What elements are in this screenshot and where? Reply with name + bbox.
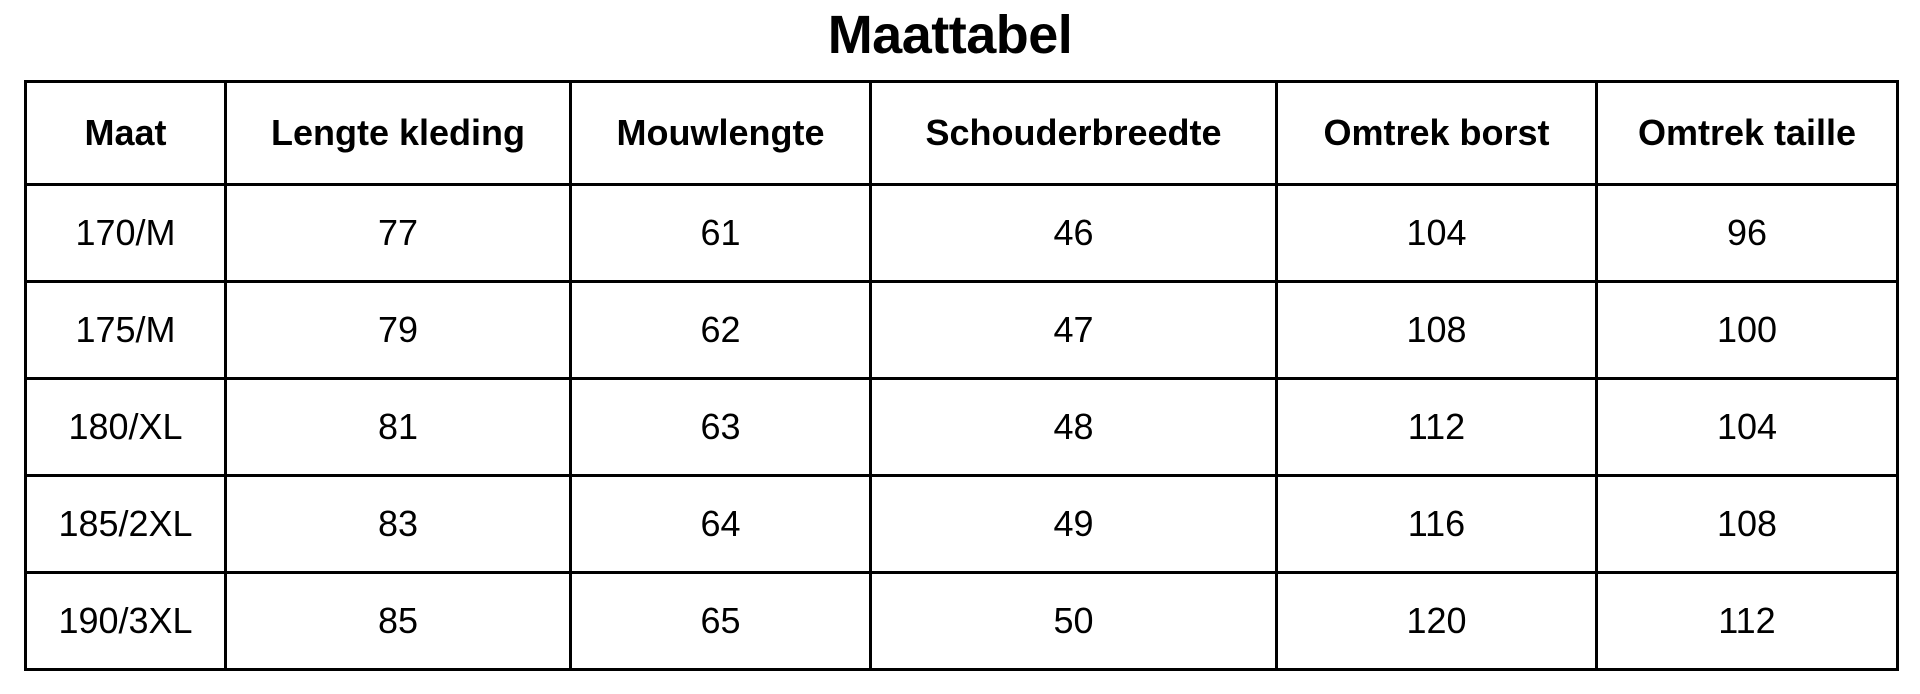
size-table <box>24 80 1899 671</box>
cell-waist: 108 <box>1597 476 1898 573</box>
cell-chest: 104 <box>1277 185 1597 282</box>
table-header-row <box>26 82 1898 185</box>
cell-length: 83 <box>226 476 571 573</box>
cell-length: 77 <box>226 185 571 282</box>
column-header-maat: Maat <box>26 82 226 185</box>
cell-sleeve: 65 <box>571 573 871 670</box>
cell-waist: 100 <box>1597 282 1898 379</box>
table-row <box>26 573 1898 670</box>
cell-sleeve: 64 <box>571 476 871 573</box>
cell-size: 190/3XL <box>26 573 226 670</box>
cell-length: 81 <box>226 379 571 476</box>
cell-size: 170/M <box>26 185 226 282</box>
cell-shoulder: 47 <box>871 282 1277 379</box>
cell-sleeve: 61 <box>571 185 871 282</box>
column-header-lengte-kleding: Lengte kleding <box>226 82 571 185</box>
cell-size: 175/M <box>26 282 226 379</box>
column-header-mouwlengte: Mouwlengte <box>571 82 871 185</box>
cell-shoulder: 49 <box>871 476 1277 573</box>
size-table-container <box>0 80 1920 671</box>
cell-chest: 112 <box>1277 379 1597 476</box>
cell-length: 79 <box>226 282 571 379</box>
cell-waist: 112 <box>1597 573 1898 670</box>
cell-waist: 96 <box>1597 185 1898 282</box>
cell-shoulder: 46 <box>871 185 1277 282</box>
table-row <box>26 379 1898 476</box>
cell-chest: 108 <box>1277 282 1597 379</box>
table-row <box>26 282 1898 379</box>
cell-size: 180/XL <box>26 379 226 476</box>
cell-sleeve: 62 <box>571 282 871 379</box>
table-header <box>26 82 1898 185</box>
cell-size: 185/2XL <box>26 476 226 573</box>
table-row <box>26 476 1898 573</box>
cell-shoulder: 48 <box>871 379 1277 476</box>
column-header-schouderbreedte: Schouderbreedte <box>871 82 1277 185</box>
cell-waist: 104 <box>1597 379 1898 476</box>
column-header-omtrek-borst: Omtrek borst <box>1277 82 1597 185</box>
cell-sleeve: 63 <box>571 379 871 476</box>
table-body <box>26 185 1898 670</box>
cell-chest: 120 <box>1277 573 1597 670</box>
cell-length: 85 <box>226 573 571 670</box>
column-header-omtrek-taille: Omtrek taille <box>1597 82 1898 185</box>
page-title: Maattabel <box>827 5 1073 65</box>
table-row <box>26 185 1898 282</box>
cell-chest: 116 <box>1277 476 1597 573</box>
cell-shoulder: 50 <box>871 573 1277 670</box>
